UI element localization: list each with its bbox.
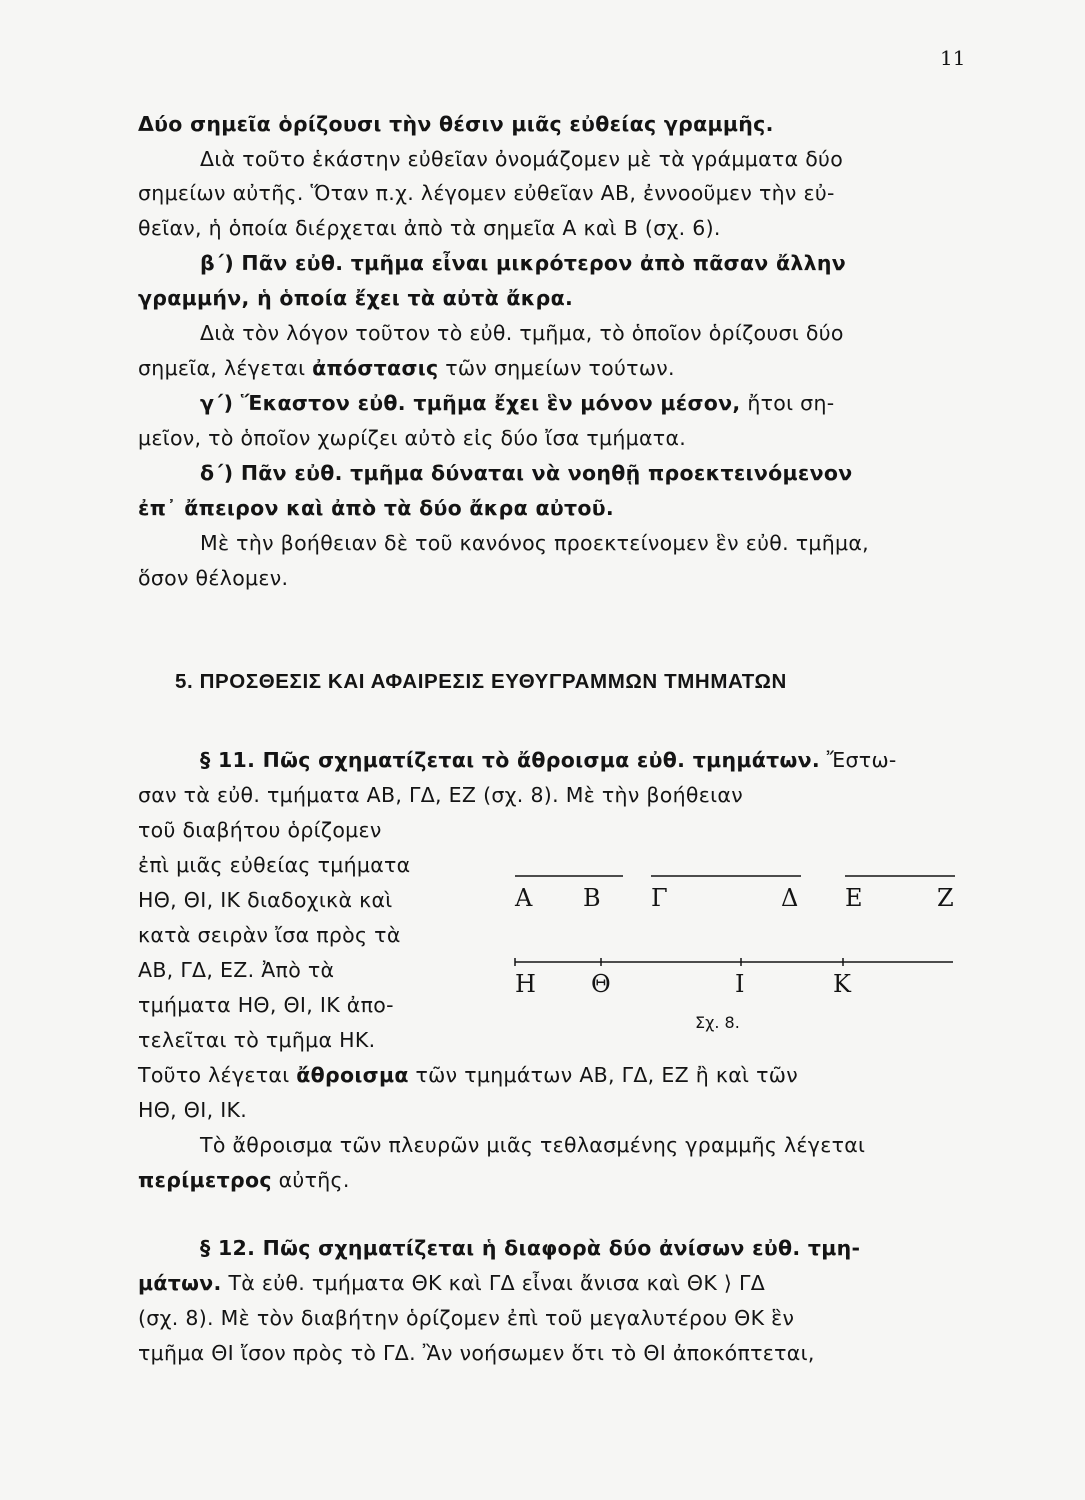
text-line <box>138 356 968 380</box>
figure-caption: Σχ. 8. <box>695 1013 740 1032</box>
text-span: Τὰ εὐθ. τμήματα ΘΚ καὶ ΓΔ εἶναι ἄνισα καὶ ΘΚ ⟩ ΓΔ <box>221 1271 766 1295</box>
figure-8 <box>505 858 975 1038</box>
text-line: σημείων αὐτῆς. Ὅταν π.χ. λέγομεν εὐθεῖαν ΑΒ, ἐννοοῦμεν τὴν εὐ- <box>138 181 835 205</box>
bold-term: γ΄) Ἕκαστον εὐθ. τμῆμα ἔχει ἓν μόνον μέσον, <box>200 391 741 415</box>
text-line: τμήματα ΗΘ, ΘΙ, ΙΚ ἀπο- <box>138 993 394 1017</box>
text-line: β΄) Πᾶν εὐθ. τμῆμα εἶναι μικρότερον ἀπὸ πᾶσαν ἄλλην <box>200 251 847 275</box>
text-line: ΑΒ, ΓΔ, ΕΖ. Ἀπὸ τὰ <box>138 958 335 982</box>
label-g: Γ <box>651 884 668 912</box>
text-line: ΗΘ, ΘΙ, ΙΚ διαδοχικὰ καὶ <box>138 888 393 912</box>
bold-term: ἀπόστασις <box>312 356 439 380</box>
text-line: γραμμήν, ἡ ὁποία ἔχει τὰ αὐτὰ ἄκρα. <box>138 286 574 310</box>
bold-term: περίμετρος <box>138 1168 272 1192</box>
paragraph-title: § 11. Πῶς σχηματίζεται τὸ ἄθροισμα εὐθ. τμημάτων. <box>200 748 820 772</box>
text-line: Διὰ τὸν λόγον τοῦτον τὸ εὐθ. τμῆμα, τὸ ὁποῖον ὁρίζουσι δύο <box>200 321 844 345</box>
text-line: κατὰ σειρὰν ἴσα πρὸς τὰ <box>138 923 401 947</box>
bold-term: μάτων. <box>138 1271 222 1295</box>
label-th: Θ <box>591 970 611 998</box>
label-z: Ζ <box>937 884 954 912</box>
text-line: ΗΘ, ΘΙ, ΙΚ. <box>138 1098 248 1122</box>
text-span: ἤτοι ση- <box>740 391 835 415</box>
text-line: μεῖον, τὸ ὁποῖον χωρίζει αὐτὸ εἰς δύο ἴσα τμήματα. <box>138 426 687 450</box>
text-line: σαν τὰ εὐθ. τμήματα ΑΒ, ΓΔ, ΕΖ (σχ. 8). Μὲ τὴν βοήθειαν <box>138 783 743 807</box>
label-b: Β <box>583 884 601 912</box>
text-line: δ΄) Πᾶν εὐθ. τμῆμα δύναται νὰ νοηθῇ προεκτεινόμενον <box>200 461 853 485</box>
label-i: Ι <box>735 970 745 998</box>
text-line: τοῦ διαβήτου ὁρίζομεν <box>138 818 382 842</box>
paragraph-title: § 12. Πῶς σχηματίζεται ἡ διαφορὰ δύο ἀνίσων εὐθ. τμη- <box>200 1236 861 1260</box>
text-span: τῶν τμημάτων ΑΒ, ΓΔ, ΕΖ ἢ καὶ τῶν <box>408 1063 798 1087</box>
text-line <box>200 391 1030 415</box>
text-line: θεῖαν, ἡ ὁποία διέρχεται ἀπὸ τὰ σημεῖα Α καὶ Β (σχ. 6). <box>138 216 721 240</box>
text-line: ὅσον θέλομεν. <box>138 566 289 590</box>
label-e: Ε <box>845 884 863 912</box>
label-h: Η <box>515 970 536 998</box>
text-line <box>138 1063 968 1087</box>
text-line: Δύο σημεῖα ὁρίζουσι τὴν θέσιν μιᾶς εὐθείας γραμμῆς. <box>138 112 774 136</box>
label-d: Δ <box>781 884 799 912</box>
text-line: τελεῖται τὸ τμῆμα ΗΚ. <box>138 1028 376 1052</box>
label-a: Α <box>515 884 533 912</box>
text-span: Ἔστω- <box>819 748 897 772</box>
text-line: Τὸ ἄθροισμα τῶν πλευρῶν μιᾶς τεθλασμένης γραμμῆς λέγεται <box>200 1133 866 1157</box>
text-line <box>138 1271 968 1295</box>
text-line: τμῆμα ΘΙ ἴσον πρὸς τὸ ΓΔ. Ἂν νοήσωμεν ὅτι τὸ ΘΙ ἀποκόπτεται, <box>138 1341 815 1365</box>
text-line: Διὰ τοῦτο ἑκάστην εὐθεῖαν ὀνομάζομεν μὲ τὰ γράμματα δύο <box>200 147 844 171</box>
text-span: Τοῦτο λέγεται <box>138 1063 297 1087</box>
text-line <box>138 1168 968 1192</box>
text-span: τῶν σημείων τούτων. <box>438 356 675 380</box>
text-line: (σχ. 8). Μὲ τὸν διαβήτην ὁρίζομεν ἐπὶ τοῦ μεγαλυτέρου ΘΚ ἓν <box>138 1306 795 1330</box>
section-heading: 5. ΠΡΟΣΘΕΣΙΣ ΚΑΙ ΑΦΑΙΡΕΣΙΣ ΕΥΘΥΓΡΑΜΜΩΝ ΤΜΗΜΑΤΩΝ <box>175 670 787 693</box>
page-number: 11 <box>940 46 966 70</box>
text-span: αὐτῆς. <box>271 1168 350 1192</box>
label-k: Κ <box>833 970 851 998</box>
bold-term: ἄθροισμα <box>296 1063 409 1087</box>
text-line: ἐπ᾽ ἄπειρον καὶ ἀπὸ τὰ δύο ἄκρα αὐτοῦ. <box>138 496 614 520</box>
text-span: σημεῖα, λέγεται <box>138 356 313 380</box>
text-line <box>200 748 1030 772</box>
text-line: ἐπὶ μιᾶς εὐθείας τμήματα <box>138 853 411 877</box>
text-line: Μὲ τὴν βοήθειαν δὲ τοῦ κανόνος προεκτείνομεν ἓν εὐθ. τμῆμα, <box>200 531 869 555</box>
